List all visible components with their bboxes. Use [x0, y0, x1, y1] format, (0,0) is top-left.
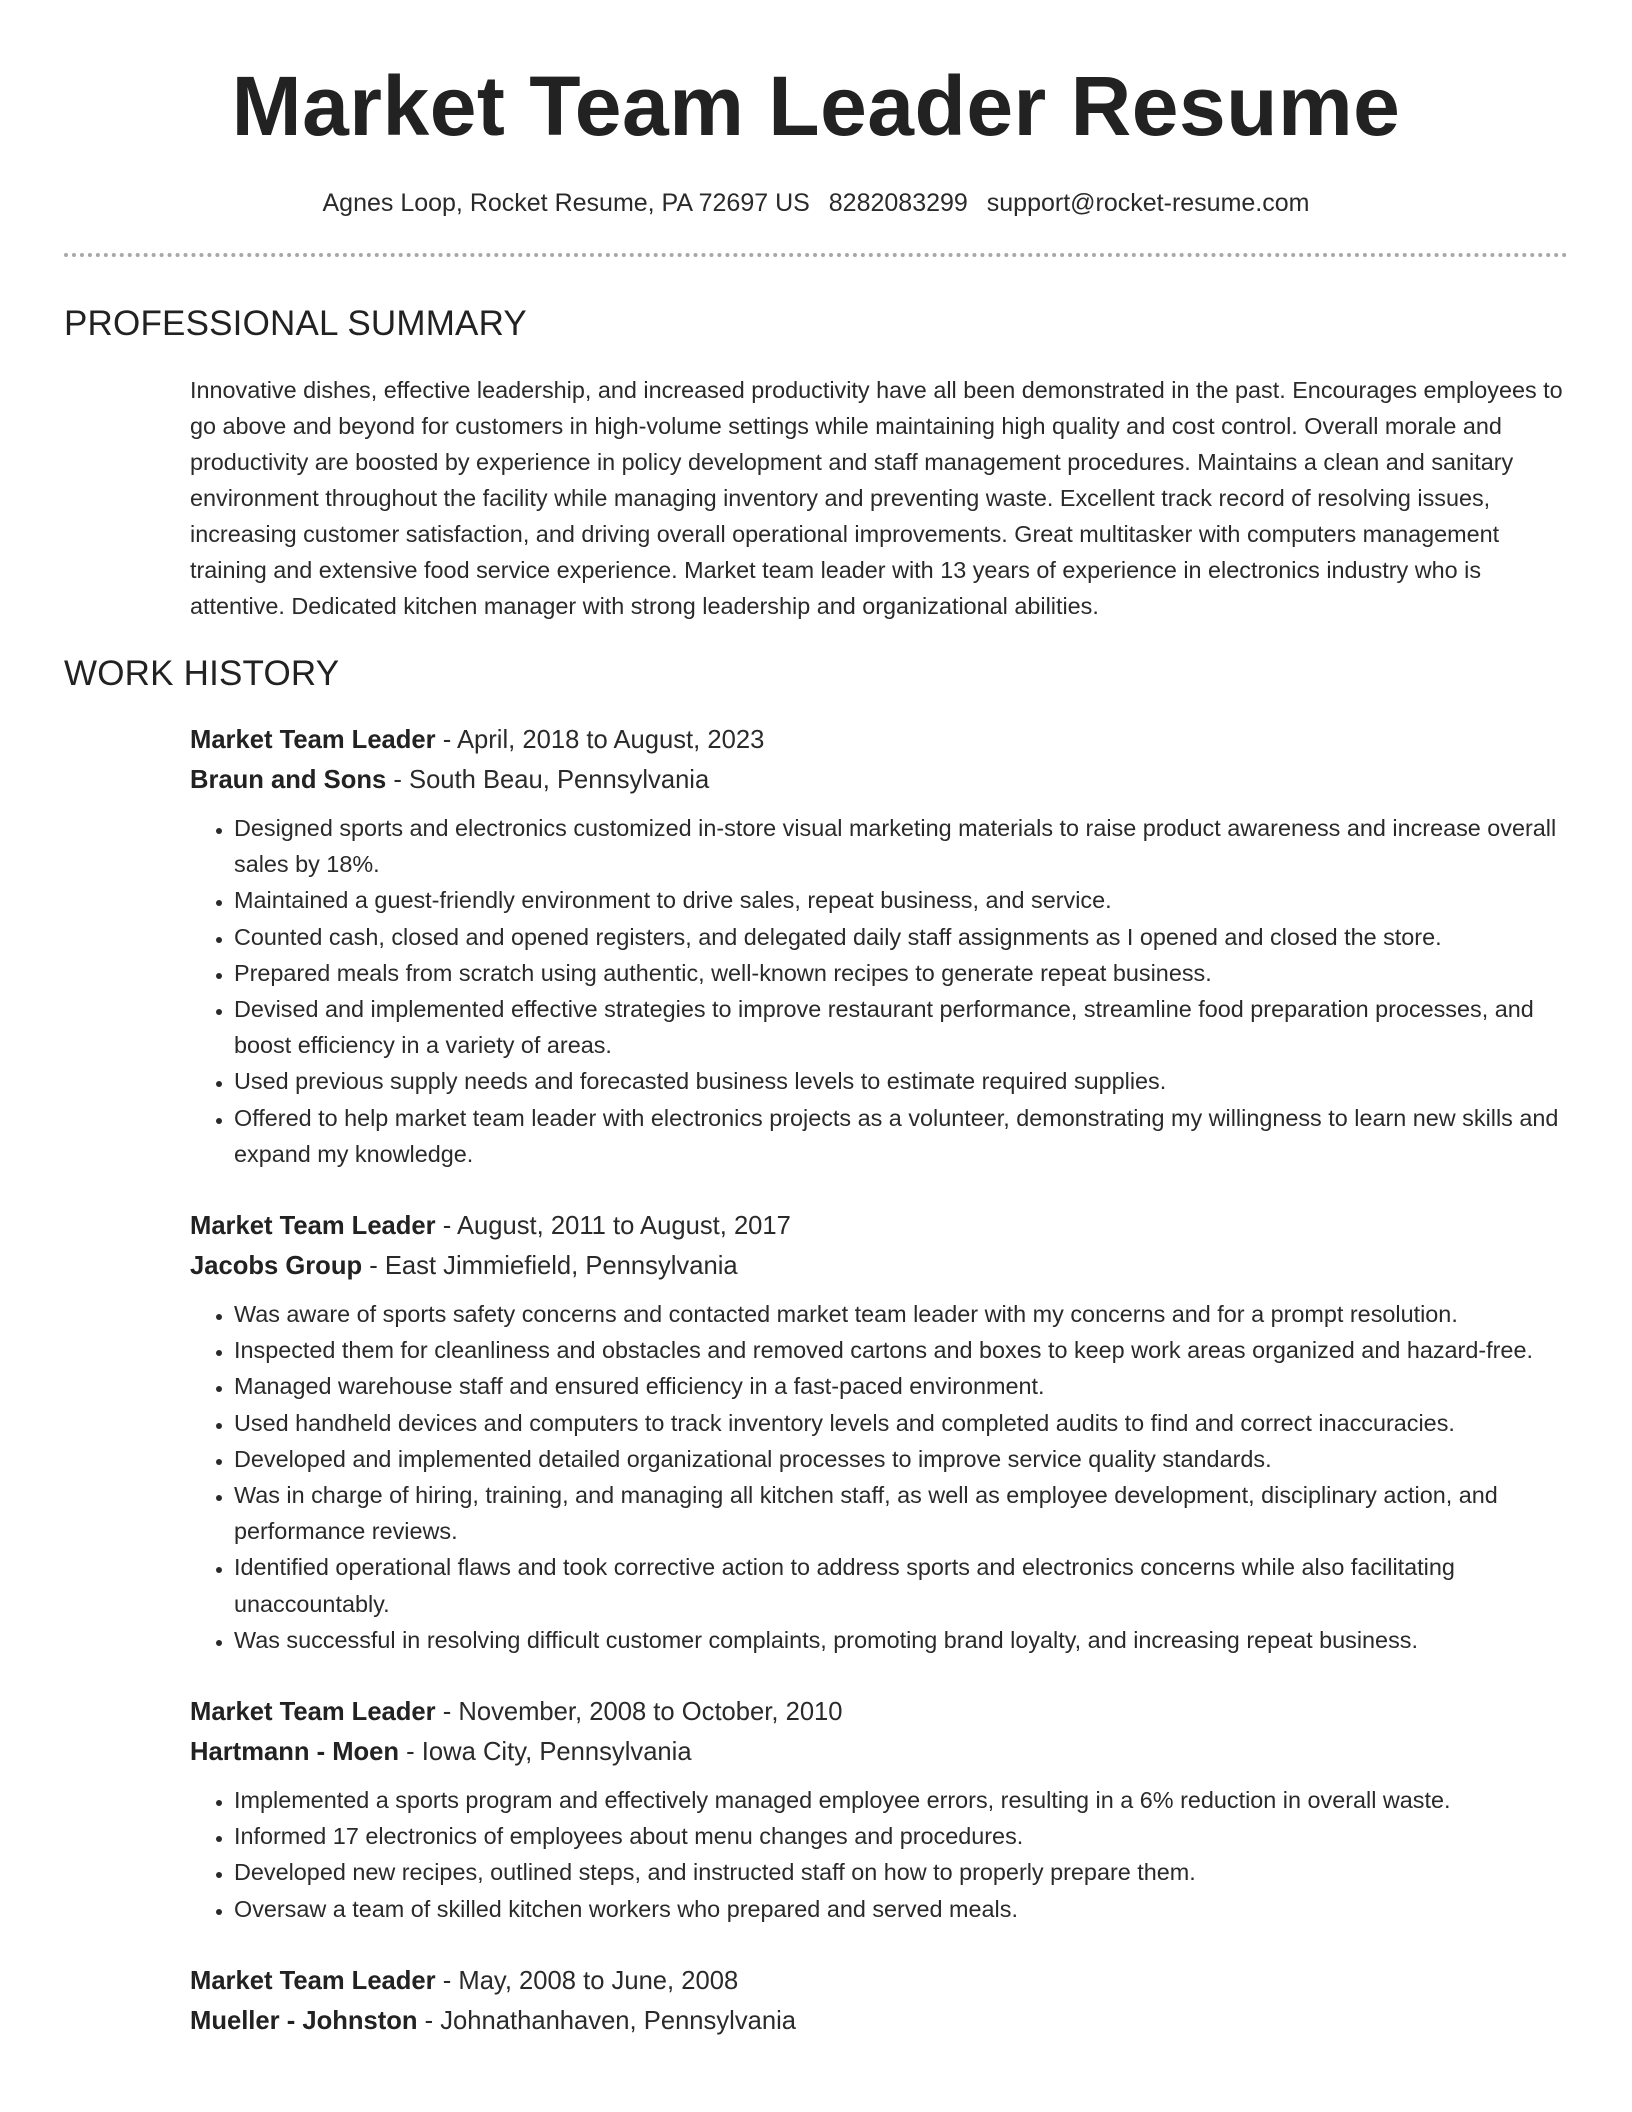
job-title-line — [190, 720, 1568, 760]
job-company: Jacobs Group — [190, 1252, 363, 1281]
job-company-line — [190, 2001, 1568, 2041]
job-bullet: • Was aware of sports safety concerns and contacted market team leader with my concerns and for a prompt resolution. — [234, 1296, 1568, 1332]
job-location: - Iowa City, Pennsylvania — [399, 1738, 692, 1767]
job-bullet: • Identified operational flaws and took corrective action to address sports and electronics concerns while also facilitating unaccountably. — [234, 1549, 1568, 1621]
job-bullets — [190, 1296, 1568, 1658]
summary-heading: PROFESSIONAL SUMMARY — [64, 304, 527, 343]
job-bullet: • Maintained a guest-friendly environment to drive sales, repeat business, and service. — [234, 882, 1568, 918]
job-entry — [190, 1206, 1568, 1658]
job-company-line — [190, 1732, 1568, 1772]
job-company: Mueller - Johnston — [190, 2006, 418, 2035]
job-company: Hartmann - Moen — [190, 1738, 400, 1767]
job-bullet: • Offered to help market team leader with electronics projects as a volunteer, demonstrating my willingness to learn new skills and expand my knowledge. — [234, 1100, 1568, 1172]
header-divider — [64, 253, 1568, 257]
job-bullet: • Implemented a sports program and effectively managed employee errors, resulting in a 6% reduction in overall waste. — [234, 1782, 1568, 1818]
summary-text: Innovative dishes, effective leadership, and increased productivity have all been demonstrated in the past. Encourages employees to go above and beyond for customers in high-volume settings while maintaining high quality and cost control. Overall morale and productivity are boosted by experience in policy development and staff management procedures. Maintains a clean and sanitary environment throughout the facility while managing inventory and preventing waste. Excellent track record of resolving issues, increasing customer satisfaction, and driving overall operational improvements. Great multitasker with computers management training and extensive food service experience. Market team leader with 13 years of experience in electronics industry who is attentive. Dedicated kitchen manager with strong leadership and organizational abilities. — [190, 377, 1563, 619]
job-title-line — [190, 1961, 1568, 2001]
job-dates: - November, 2008 to October, 2010 — [435, 1698, 843, 1727]
job-company-line — [190, 1246, 1568, 1286]
job-bullet: • Managed warehouse staff and ensured efficiency in a fast-paced environment. — [234, 1368, 1568, 1404]
job-location: - East Jimmiefield, Pennsylvania — [362, 1252, 738, 1281]
resume-title: Market Team Leader Resume — [231, 59, 1401, 153]
contact-phone: 8282083299 — [828, 189, 968, 217]
job-bullet: • Informed 17 electronics of employees about menu changes and procedures. — [234, 1818, 1568, 1854]
job-bullet: • Developed and implemented detailed organizational processes to improve service quality standards. — [234, 1441, 1568, 1477]
job-dates: - May, 2008 to June, 2008 — [435, 1966, 739, 1995]
job-bullet: • Was successful in resolving difficult customer complaints, promoting brand loyalty, and increasing repeat business. — [234, 1622, 1568, 1658]
job-location: - Johnathanhaven, Pennsylvania — [417, 2006, 796, 2035]
contact-line — [64, 188, 1568, 218]
job-bullet: • Used previous supply needs and forecasted business levels to estimate required supplies. — [234, 1063, 1568, 1099]
job-bullet: • Prepared meals from scratch using authentic, well-known recipes to generate repeat business. — [234, 955, 1568, 991]
job-title-line — [190, 1692, 1568, 1732]
job-bullet: • Oversaw a team of skilled kitchen workers who prepared and served meals. — [234, 1891, 1568, 1927]
job-company-line — [190, 760, 1568, 800]
work-history-heading: WORK HISTORY — [64, 654, 340, 693]
job-entry — [190, 1692, 1568, 1927]
contact-address: Agnes Loop, Rocket Resume, PA 72697 US — [322, 189, 810, 217]
job-entry — [190, 1961, 1568, 2041]
job-title-line — [190, 1206, 1568, 1246]
job-bullet: • Inspected them for cleanliness and obstacles and removed cartons and boxes to keep work areas organized and hazard-free. — [234, 1332, 1568, 1368]
job-title: Market Team Leader — [190, 726, 436, 754]
job-bullet: • Counted cash, closed and opened registers, and delegated daily staff assignments as I opened and closed the store. — [234, 919, 1568, 955]
job-bullet: • Developed new recipes, outlined steps, and instructed staff on how to properly prepare them. — [234, 1854, 1568, 1890]
contact-email: support@rocket-resume.com — [986, 189, 1310, 217]
job-title: Market Team Leader — [190, 1698, 436, 1727]
job-company: Braun and Sons — [190, 766, 387, 794]
job-dates: - August, 2011 to August, 2017 — [435, 1212, 791, 1241]
job-location: - South Beau, Pennsylvania — [386, 766, 710, 794]
job-bullet: • Devised and implemented effective strategies to improve restaurant performance, streamline food preparation processes, and boost efficiency in a variety of areas. — [234, 991, 1568, 1063]
resume-page — [64, 0, 1568, 2041]
job-entry — [190, 720, 1568, 1172]
job-dates: - April, 2018 to August, 2023 — [435, 726, 765, 754]
job-title: Market Team Leader — [190, 1212, 436, 1241]
job-bullet: • Used handheld devices and computers to track inventory levels and completed audits to find and correct inaccuracies. — [234, 1405, 1568, 1441]
job-bullet: • Designed sports and electronics customized in-store visual marketing materials to raise product awareness and increase overall sales by 18%. — [234, 810, 1568, 882]
job-bullet: • Was in charge of hiring, training, and managing all kitchen staff, as well as employee development, disciplinary action, and performance reviews. — [234, 1477, 1568, 1549]
job-bullets — [190, 1782, 1568, 1927]
job-title: Market Team Leader — [190, 1966, 436, 1995]
job-bullets — [190, 810, 1568, 1172]
